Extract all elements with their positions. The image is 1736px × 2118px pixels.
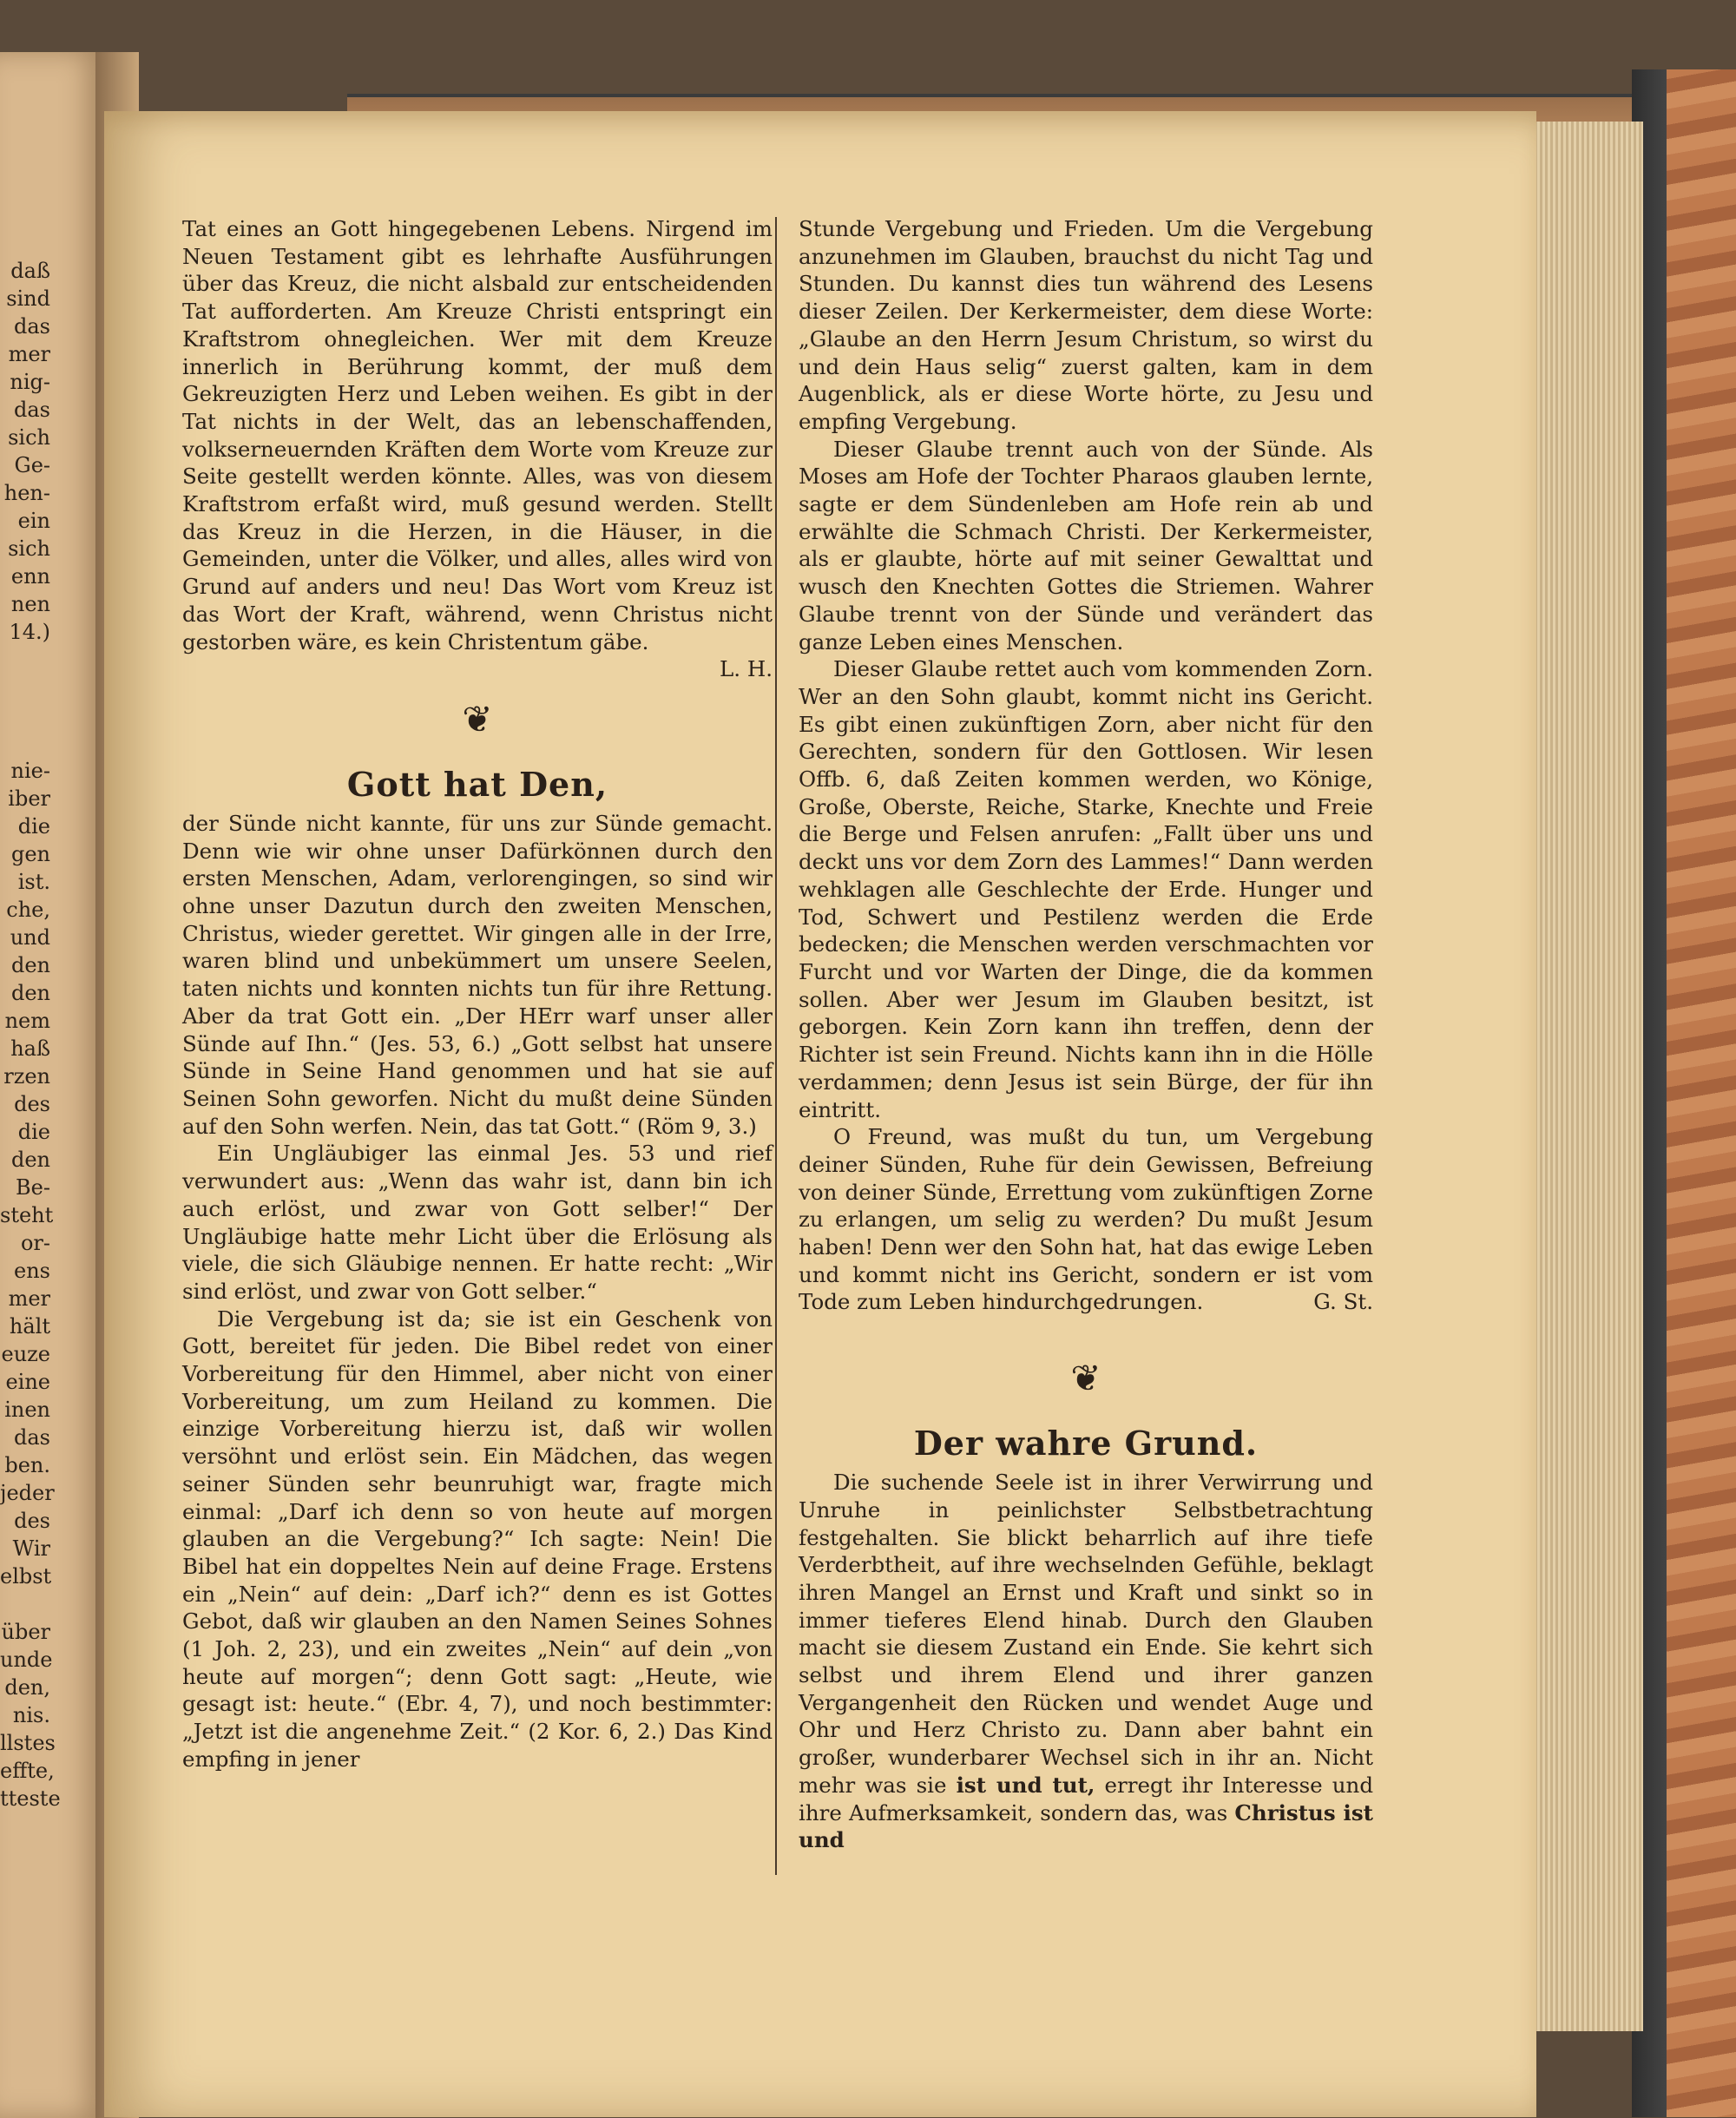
left-page — [0, 52, 104, 2118]
paragraph: Die Vergebung ist da; sie ist ein Geschenk von Gott, bereitet für jeden. Die Bibel redet von einer Vorbereitung für den Himmel, aber nicht von einer Vorbereitung, um zum Heiland zu kommen. Die einzige Vorbereitung hierzu ist, daß wir wollen versöhnt und erlöst sein. Ein Mädchen, das wegen seiner Sünden sehr beunruhigt war, fragte mich einmal: „Darf ich denn so von heute auf morgen glauben an die Vergebung?“ Ich sagte: Nein! Die Bibel hat ein doppeltes Nein auf deine Frage. Erstens ein „Nein“ auf dein: „Darf ich?“ denn es ist Gottes Gebot, daß wir glauben an den Namen Seines Sohnes (1 Joh. 2, 23), und ein zweites „Nein“ auf dein „von heute auf morgen“; denn Gott sagt: „Heute, wie gesagt ist: heute.“ (Ebr. 4, 7), und noch bestimmter: „Jetzt ist die angenehme Zeit.“ (2 Kor. 6, 2.) Das Kind empfing in jener — [182, 1306, 773, 1772]
fleuron-ornament-icon: ❦ — [462, 697, 493, 740]
left-page-fragment — [0, 646, 50, 674]
emphasis: Christus ist und — [799, 1799, 1373, 1853]
left-page-fragment — [0, 674, 50, 701]
article-heading-gott-hat-den: Gott hat Den, — [346, 764, 608, 804]
paragraph: Dieser Glaube rettet auch vom kommenden Zorn. Wer an den Sohn glaubt, kommt nicht ins Gericht. Es gibt einen zukünftigen Zorn, aber nicht für den Gerechten, sondern für den Gottlosen. Wir lesen Offb. 6, daß Zeiten kommen werden, wo Könige, Große, Oberste, Reiche, Starke, Knechte und Freie die Berge und Felsen anrufen: „Fallt über uns und deckt uns vor dem Zorn des Lammes!“ Dann werden wehklagen alle Geschlechte der Erde. Hunger und Tod, Schwert und Pestilenz werden die Erde bedecken; die Menschen werden verschmachten vor Furcht und vor Warten der Dinge, die da kommen sollen. Aber wer Jesum im Glauben besitzt, ist geborgen. Kein Zorn kann ihn treffen, denn der Richter ist sein Freund. Nichts kann ihn in die Hölle verdammen; denn Jesus ist sein Bürge, der für ihn eintritt. — [799, 656, 1373, 1122]
left-page-fragment: 14.) — [9, 620, 50, 644]
left-page-fragment: or- — [20, 1231, 50, 1255]
paragraph: der Sünde nicht kannte, für uns zur Sünde gemacht. Denn wie wir ohne unser Dafürkönnen durch den ersten Menschen, Adam, verlorengingen, so sind wir ohne unser Dazutun durch den zweiten Menschen, Christus, wieder gerettet. Wir gingen alle in der Irre, waren blind und unbekümmert um unsere Seelen, taten nichts und konnten nichts tun für ihre Rettung. Aber da trat Gott ein. „Der HErr warf unser aller Sünde auf Ihn.“ (Jes. 53, 6.) „Gott selbst hat unsere Sünde in Seine Hand genommen und hat sie auf Seinen Sohn geworfen. Nicht du mußt deine Sünden auf den Sohn werfen. Nein, das tat Gott.“ (Röm 9, 3.) — [182, 810, 773, 1139]
left-page-fragment: den — [10, 981, 50, 1005]
left-page-fragment: hält — [9, 1314, 50, 1339]
paragraph-intro: Tat eines an Gott hingegebenen Lebens. Nirgend im Neuen Testament gibt es lehrhafte Ausführungen über das Kreuz, die nicht alsbald zur entscheidenden Tat aufforderten. Am Kreuze Christi entspringt ein Kraftstrom ohnegleichen. Wer mit dem Kreuze innerlich in Berührung kommt, der muß dem Gekreuzigten Herz und Leben weihen. Es gibt in der Tat nichts in der Welt, das an lebenschaffenden, volkserneuernden Kräften dem Worte vom Kreuze zur Seite gestellt werden könnte. Alles, was von diesem Kraftstrom erfaßt wird, muß gesund werden. Stellt das Kreuz in die Herzen, in die Häuser, in die Gemeinden, unter die Völker, und alles, alles wird von Grund auf anders und neu! Das Wort vom Kreuz ist das Wort der Kraft, während, wenn Christus nicht gestorben wäre, es kein Christentum gäbe. — [182, 216, 773, 654]
left-page-fragment: nis. — [12, 1703, 50, 1727]
left-page-fragment: nen — [10, 592, 50, 616]
emphasis: ist und tut, — [956, 1772, 1095, 1798]
paragraph — [799, 1123, 1373, 1316]
left-page-fragment: nie- — [10, 759, 50, 783]
left-page-fragment — [0, 729, 50, 757]
left-page-fragment: sind — [6, 286, 50, 311]
paragraph: Dieser Glaube trennt auch von der Sünde. Als Moses am Hofe der Tochter Pharaos glauben lernte, sagte er dem Sündenleben am Hofe rein ab und erwählte die Schmach Christi. Der Kerkermeister, als er glaubte, hörte auf mit seiner Gewalttat und wusch den Knechten Gottes die Striemen. Wahrer Glaube trennt von der Sünde und verändert das ganze Leben eines Menschen. — [799, 436, 1373, 654]
left-page-fragment: che, — [6, 898, 50, 922]
column-1 — [182, 215, 773, 1773]
left-page-fragment: die — [17, 1120, 50, 1144]
left-page-fragment: über — [1, 1620, 50, 1644]
left-page-fragment: ein — [17, 509, 50, 533]
left-page-fragment: ist. — [17, 870, 50, 894]
fleuron-ornament-icon: ❦ — [1070, 1357, 1101, 1400]
signature-gst: G. St. — [1313, 1289, 1373, 1315]
left-page-fragment: nig- — [10, 370, 50, 394]
left-page-fragment: den, — [4, 1675, 50, 1700]
paragraph — [799, 1469, 1373, 1854]
left-page-fragment: des — [14, 1092, 50, 1116]
left-page-fragment: die — [17, 814, 50, 839]
left-page-fragment: Be- — [16, 1175, 50, 1200]
left-page-fragment: den — [10, 1148, 50, 1172]
left-page-fragment: ben. — [4, 1453, 50, 1477]
left-page-fragment: mer — [8, 1286, 50, 1311]
paragraph-text: erregt ihr Interesse und ihre Aufmerksamkeit, sondern das, was — [799, 1772, 1373, 1825]
paragraph: Stunde Vergebung und Frieden. Um die Vergebung anzunehmen im Glauben, brauchst du nicht Tag und Stunden. Du kannst dies tun während des Lesens dieser Zeilen. Der Kerkermeister, dem diese Worte: „Glaube an den Herrn Jesum Christum, so wirst du und dein Haus selig“ zuerst galten, kam in dem Augenblick, als er diese Worte hörte, zu Jesu und empfing Vergebung. — [799, 216, 1373, 434]
left-page-fragment: jeder — [0, 1481, 55, 1505]
paragraph-text: O Freund, was mußt du tun, um Vergebung deiner Sünden, Ruhe für dein Gewissen, Befreiung von deiner Sünde, Errettung vom zukünftigen Zorne zu erlangen, um selig zu werden? Du mußt Jesum haben! Denn wer den Sohn hat, hat das ewige Leben und kommt nicht ins Gericht, sondern er ist vom Tode zum Leben hindurchgedrungen. — [799, 1124, 1373, 1315]
left-page-fragment: unde — [0, 1648, 53, 1672]
left-page-fragment: des — [14, 1509, 50, 1533]
left-page-fragment: sich — [8, 425, 50, 450]
left-page-fragment: sich — [8, 536, 50, 561]
page-edges — [1519, 122, 1643, 2031]
left-page-fragment: euze — [1, 1342, 50, 1366]
left-page-fragment: den — [10, 953, 50, 977]
left-page-fragment: gen — [10, 842, 50, 866]
column-divider — [775, 217, 777, 1875]
column-2 — [799, 215, 1373, 1854]
left-page-fragment: enn — [10, 564, 50, 589]
left-page-fragment: und — [10, 925, 50, 950]
left-page-fragment: nem — [4, 1009, 50, 1033]
left-page-fragment: ens — [14, 1259, 50, 1283]
left-page-fragment: rzen — [3, 1064, 50, 1089]
article-heading-der-wahre-grund: Der wahre Grund. — [913, 1424, 1259, 1464]
left-page-fragment: haß — [10, 1036, 50, 1061]
left-page-fragment: tteste — [0, 1786, 61, 1811]
signature-lh: L. H. — [720, 656, 773, 682]
left-page-fragment — [0, 1590, 50, 1618]
left-page-fragment: inen — [4, 1398, 50, 1422]
left-page-fragment: das — [14, 398, 50, 422]
left-page-fragment: das — [14, 1425, 50, 1450]
paragraph: Ein Ungläubiger las einmal Jes. 53 und rief verwundert aus: „Wenn das wahr ist, dann bin ich auch erlöst, und zwar von Gott selber!“ Der Ungläubige hatte mehr Licht über die Erlösung als viele, die sich Gläubige nennen. Er hatte recht: „Wir sind erlöst, und zwar von Gott selber.“ — [182, 1141, 773, 1304]
left-page-fragment: Ge- — [14, 453, 50, 477]
paragraph-text: Die suchende Seele ist in ihrer Verwirrung und Unruhe in peinlichster Selbstbetrachtung festgehalten. Sie blickt beharrlich auf ihre tiefe Verderbtheit, auf ihre wechselnden Gefühle, beklagt ihren Mangel an Ernst und Kraft und sinkt so in immer tieferes Elend hinab. Durch den Glauben macht sie diesem Zustand ein Ende. Sie kehrt sich selbst und ihrem Elend und ihrer ganzen Vergangenheit den Rücken und wendet Auge und Ohr und Herz Christo zu. Dann aber bahnt ein großer, wunderbarer Wechsel sich in ihr an. Nicht mehr was sie — [799, 1470, 1373, 1798]
left-page-fragment: iber — [8, 786, 50, 811]
left-page-fragment: elbst — [0, 1564, 52, 1588]
left-page-fragment: daß — [10, 259, 50, 283]
left-page-fragment: llstes — [0, 1731, 56, 1755]
left-page-text-fragments — [0, 257, 61, 1812]
left-page-fragment: hen- — [3, 481, 50, 505]
left-page-fragment: steht — [0, 1203, 54, 1227]
left-page-fragment: das — [14, 314, 50, 339]
left-page-fragment: eine — [5, 1370, 50, 1394]
left-page-fragment: effte, — [0, 1759, 55, 1783]
left-page-fragment: mer — [8, 342, 50, 366]
left-page-fragment — [0, 701, 50, 729]
book-cover-marbled — [1632, 69, 1736, 2117]
left-page-fragment: Wir — [12, 1536, 50, 1561]
